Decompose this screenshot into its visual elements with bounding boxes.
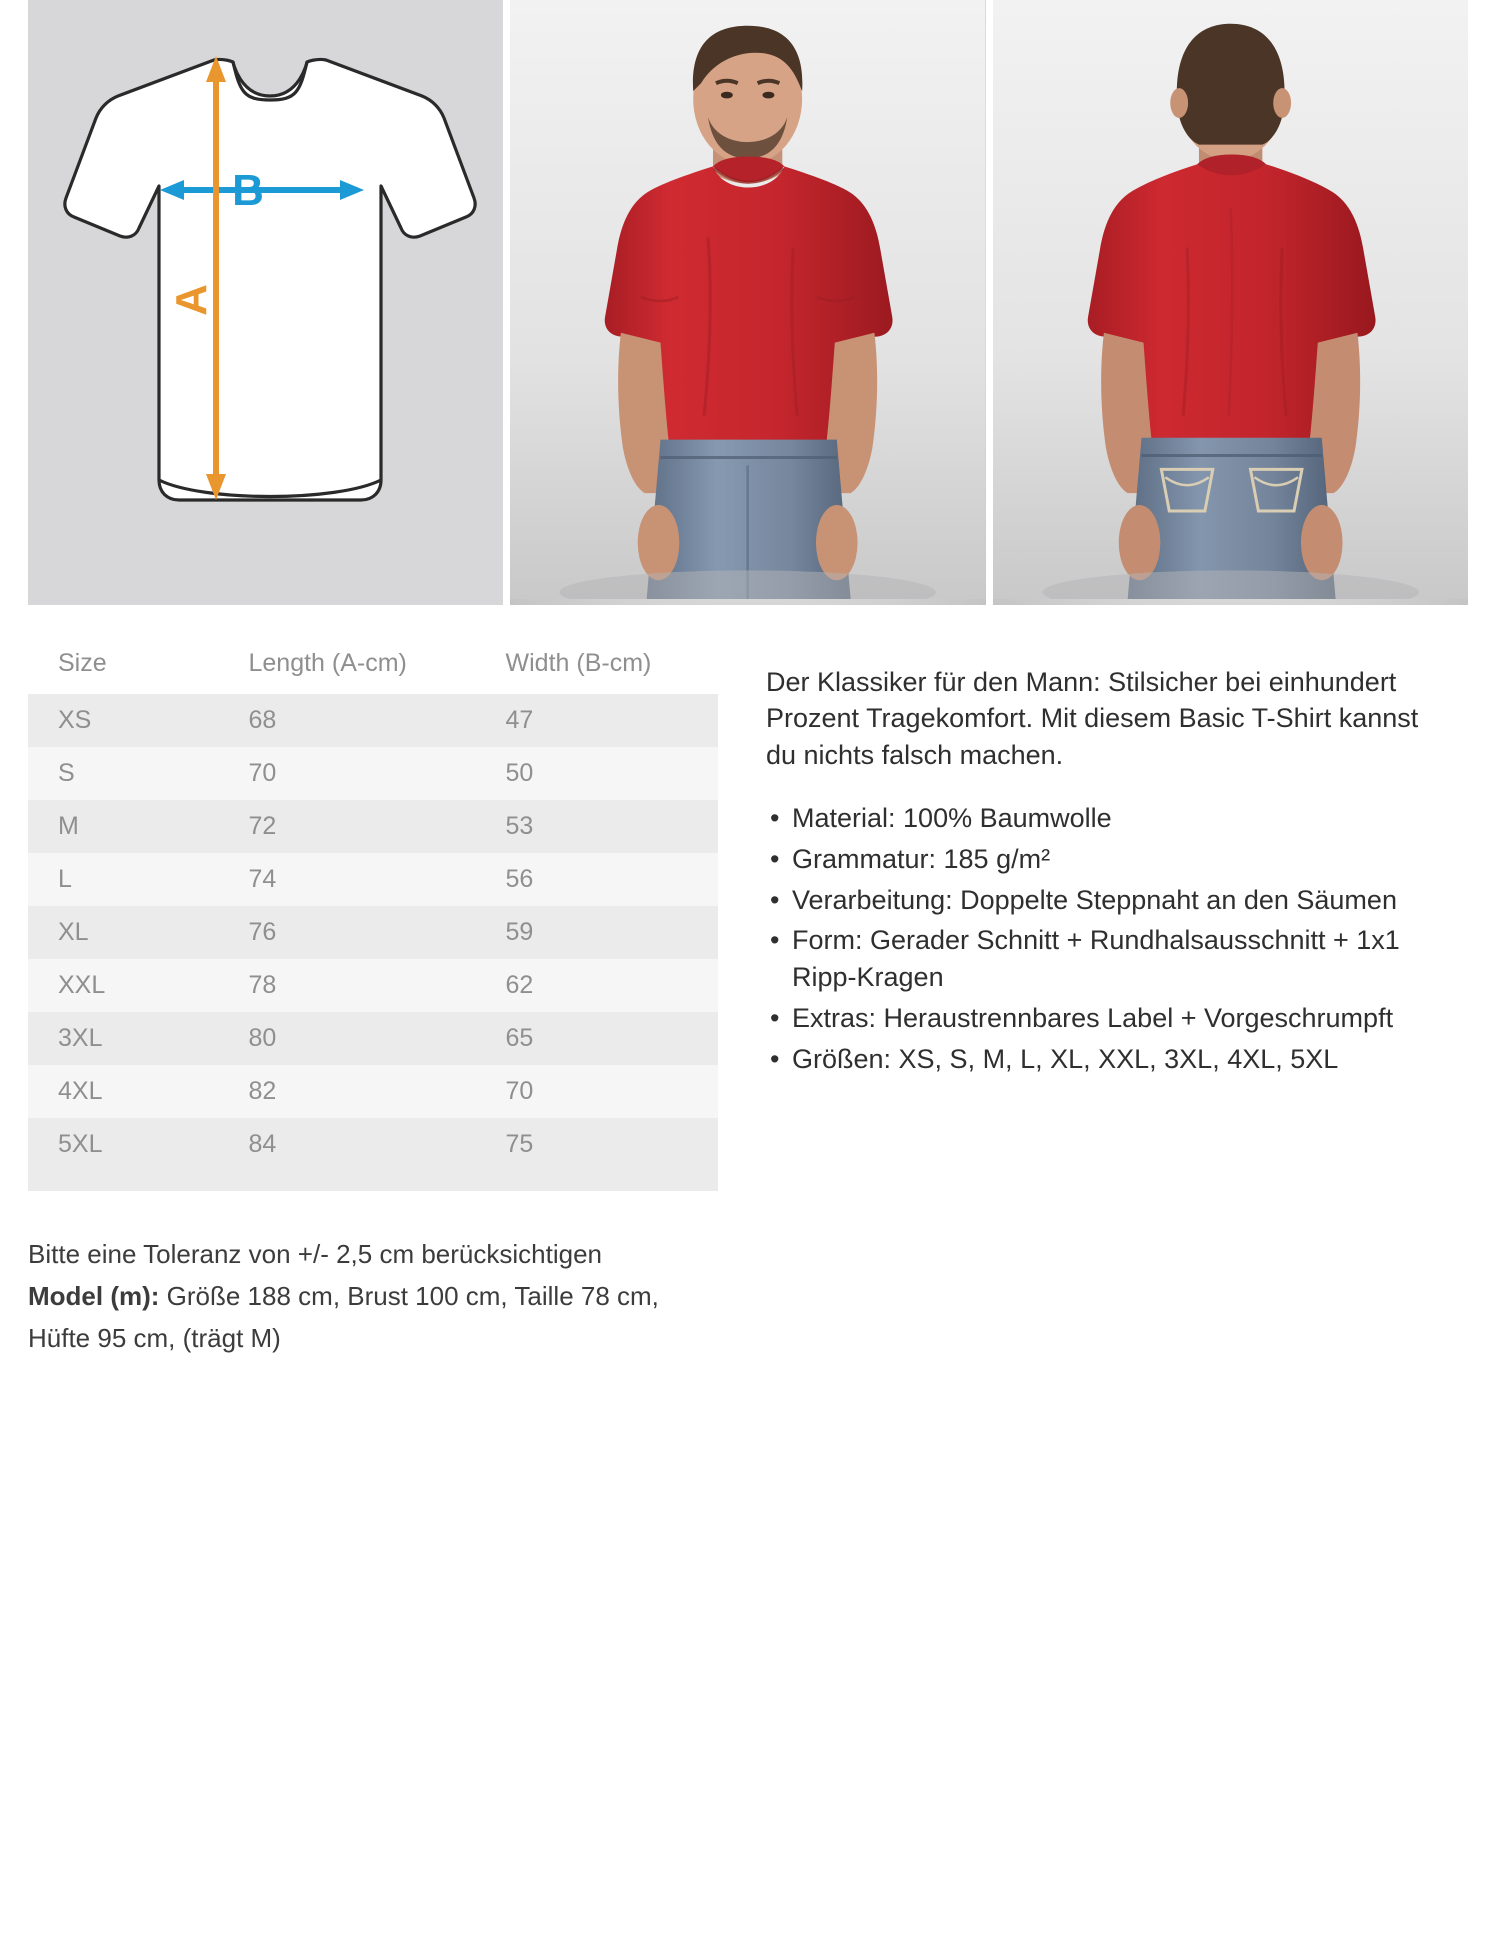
cell-length: 80 [248,1024,277,1052]
cell-length: 78 [248,971,277,999]
cell-size: L [58,865,72,893]
table-row [28,1065,718,1118]
table-row [28,1118,718,1171]
table-bottom-strip [28,1171,718,1191]
table-row [28,800,718,853]
size-table-head [28,635,718,694]
width-label-b: B [232,166,264,215]
size-notes [28,1233,728,1359]
cell-length: 74 [248,865,277,893]
description-column [766,635,1468,1359]
model-front-illustration [510,0,985,599]
cell-size: S [58,759,75,787]
description-paragraph: Der Klassiker für den Mann: Stilsicher bei einhundert Prozent Tragekomfort. Mit diesem Basic T-Shirt kannst du nichts falsch machen. [766,667,1419,770]
list-item: • Extras: Heraustrennbares Label + Vorgeschrumpft [766,1000,1426,1037]
table-row [28,747,718,800]
table-row [28,906,718,959]
cell-width: 53 [505,812,534,840]
table-row [28,694,718,747]
model-back-illustration [993,0,1468,599]
size-table-body [28,694,718,1171]
size-table-column [28,635,718,1359]
model-front-photo [510,0,985,605]
cell-size: 5XL [58,1130,103,1158]
cell-size: XS [58,706,92,734]
feature-list [766,800,1426,1077]
table-row [28,959,718,1012]
cell-width: 62 [505,971,534,999]
cell-width: 65 [505,1024,534,1052]
model-measurements: Größe 188 cm, Brust 100 cm, Taille 78 cm, Hüfte 95 cm, (trägt M) [28,1281,659,1354]
table-header-row [28,635,718,694]
list-item: • Material: 100% Baumwolle [766,800,1426,837]
header-size: Size [58,649,107,677]
product-details [0,605,1496,1359]
shirt-outline-icon [28,0,503,605]
length-label-a: A [167,284,216,316]
cell-size: M [58,812,79,840]
cell-length: 82 [248,1077,277,1105]
cell-length: 72 [248,812,277,840]
list-item: • Grammatur: 185 g/m² [766,841,1426,878]
model-note [28,1275,728,1359]
cell-size: XL [58,918,89,946]
cell-width: 75 [505,1130,534,1158]
cell-width: 70 [505,1077,534,1105]
table-row [28,1012,718,1065]
cell-size: 3XL [58,1024,103,1052]
product-image-row [0,0,1496,605]
table-row [28,853,718,906]
model-label: Model (m): [28,1281,160,1312]
cell-length: 70 [248,759,277,787]
header-length: Length (A-cm) [248,649,407,677]
size-chart-diagram [28,0,503,605]
list-item: • Größen: XS, S, M, L, XL, XXL, 3XL, 4XL, 5XL [766,1041,1426,1078]
cell-length: 84 [248,1130,277,1158]
header-width: Width (B-cm) [505,649,652,677]
cell-width: 59 [505,918,534,946]
cell-size: XXL [58,971,106,999]
size-table [28,635,718,1171]
cell-width: 50 [505,759,534,787]
cell-length: 76 [248,918,277,946]
cell-width: 56 [505,865,534,893]
model-back-photo [993,0,1468,605]
cell-length: 68 [248,706,277,734]
list-item: • Form: Gerader Schnitt + Rundhalsausschnitt + 1x1 Ripp-Kragen [766,922,1426,995]
cell-width: 47 [505,706,534,734]
list-item: • Verarbeitung: Doppelte Steppnaht an den Säumen [766,882,1426,919]
cell-size: 4XL [58,1077,103,1105]
tolerance-note: Bitte eine Toleranz von +/- 2,5 cm berücksichtigen [28,1239,602,1269]
